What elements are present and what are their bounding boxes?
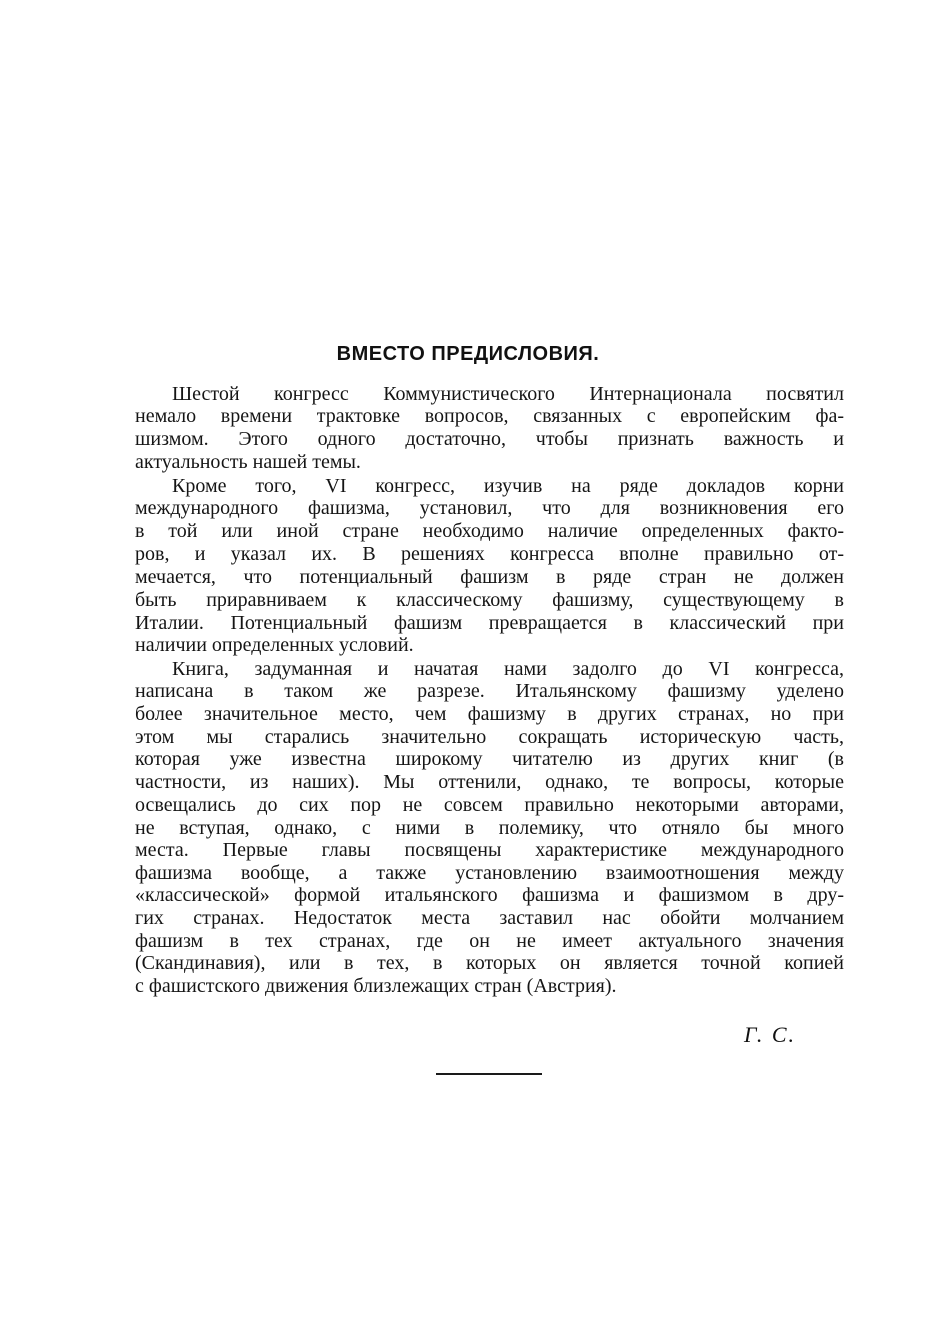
- paragraph-2-line-8: наличии определенных условий.: [135, 634, 414, 656]
- paragraph-3-line-1: Книга, задуманная и начатая нами задолго до VI конгресса,: [172, 658, 844, 680]
- paragraph-2-line-3: в той или иной стране необходимо наличие определенных факто-: [135, 520, 844, 542]
- paragraph-3-line-13: фашизм в тех странах, где он не имеет актуального значения: [135, 930, 844, 952]
- paragraph-2-line-5: мечается, что потенциальный фашизм в ряде стран не должен: [135, 566, 844, 588]
- paragraph-3-line-4: этом мы старались значительно сокращать историческую часть,: [135, 726, 844, 748]
- paragraph-3-line-7: освещались до сих пор не совсем правильно некоторыми авторами,: [135, 794, 844, 816]
- paragraph-3-line-9: места. Первые главы посвящены характеристике международного: [135, 839, 844, 861]
- page-title: ВМЕСТО ПРЕДИСЛОВИЯ.: [336, 343, 600, 365]
- paragraph-3-line-6: частности, из наших). Мы оттенили, однако, те вопросы, которые: [135, 771, 844, 793]
- paragraph-3-line-14: (Скандинавия), или в тех, в которых он является точной копией: [135, 952, 844, 974]
- paragraph-2-line-6: быть приравниваем к классическому фашизму, существующему в: [135, 589, 844, 611]
- paragraph-2-line-2: международного фашизма, установил, что для возникновения его: [135, 497, 844, 519]
- paragraph-3-line-3: более значительное место, чем фашизму в других странах, но при: [135, 703, 844, 725]
- closing-rule-divider: [436, 1073, 542, 1075]
- paragraph-2-line-7: Италии. Потенциальный фашизм превращается в классический при: [135, 612, 844, 634]
- paragraph-2-line-4: ров, и указал их. В решениях конгресса вполне правильно от-: [135, 543, 844, 565]
- paragraph-1-line-3: шизмом. Этого одного достаточно, чтобы признать важность и: [135, 428, 844, 450]
- paragraph-1-line-4: актуальность нашей темы.: [135, 451, 361, 473]
- paragraph-3-line-8: не вступая, однако, с ними в полемику, что отняло бы много: [135, 817, 844, 839]
- paragraph-2-line-1: Кроме того, VI конгресс, изучив на ряде докладов корни: [172, 475, 844, 497]
- author-signature: Г. С.: [744, 1022, 797, 1047]
- paragraph-3-line-15: с фашистского движения близлежащих стран (Австрия).: [135, 975, 617, 997]
- paragraph-3-line-11: «классической» формой итальянского фашизма и фашизмом в дру-: [135, 884, 844, 906]
- paragraph-3-line-2: написана в таком же разрезе. Итальянскому фашизму уделено: [135, 680, 844, 702]
- paragraph-1-line-2: немало времени трактовке вопросов, связанных с европейским фа-: [135, 405, 844, 427]
- paragraph-1-line-1: Шестой конгресс Коммунистического Интернационала посвятил: [172, 383, 844, 405]
- paragraph-3-line-5: которая уже известна широкому читателю из других книг (в: [135, 748, 844, 770]
- paragraph-3-line-10: фашизма вообще, а также установлению взаимоотношения между: [135, 862, 844, 884]
- paragraph-3-line-12: гих странах. Недостаток места заставил нас обойти молчанием: [135, 907, 844, 929]
